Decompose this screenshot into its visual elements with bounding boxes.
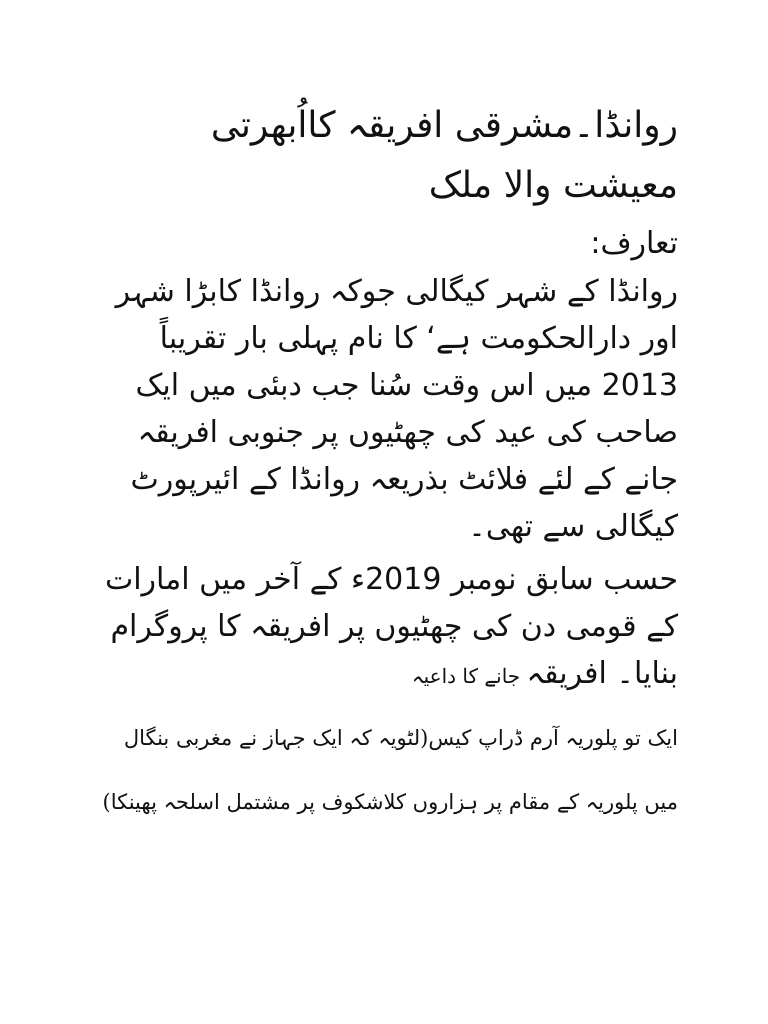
- paragraph-1: روانڈا کے شہر کیگالی جوکہ روانڈا کابڑا شہر اور دارالحکومت ہے‘ کا نام پہلی بار تقریباً 2013 میں اس وقت سُنا جب دبئی میں ایک صاحب کی عید کی چھٹیوں پر جنوبی افریقہ جانے کے لئے فلائٹ بذریعہ روانڈا کے ائیرپورٹ کیگالی سے تھی۔: [115, 274, 678, 544]
- paragraph-2-tail: جانے کا داعیہ: [411, 664, 527, 688]
- paragraph-2: [96, 556, 678, 700]
- intro-heading: تعارف:: [590, 226, 678, 261]
- document-page: [96, 96, 678, 822]
- paragraph-3-line-1: ایک تو پلوریہ آرم ڈراپ کیس(لٹویہ کہ ایک جہاز نے مغربی بنگال: [123, 726, 678, 750]
- paragraph-2-main: حسب سابق نومبر 2019ء کے آخر میں امارات کے قومی دن کی چھٹیوں پر افریقہ کا پروگرام بنایا۔ افریقہ: [104, 562, 678, 691]
- document-title: روانڈا۔مشرقی افریقہ کااُبھرتی معیشت والا ملک: [210, 105, 678, 206]
- paragraph-3-line-2: میں پلوریہ کے مقام پر ہزاروں کلاشکوف پر مشتمل اسلحہ پھینکا): [102, 790, 678, 814]
